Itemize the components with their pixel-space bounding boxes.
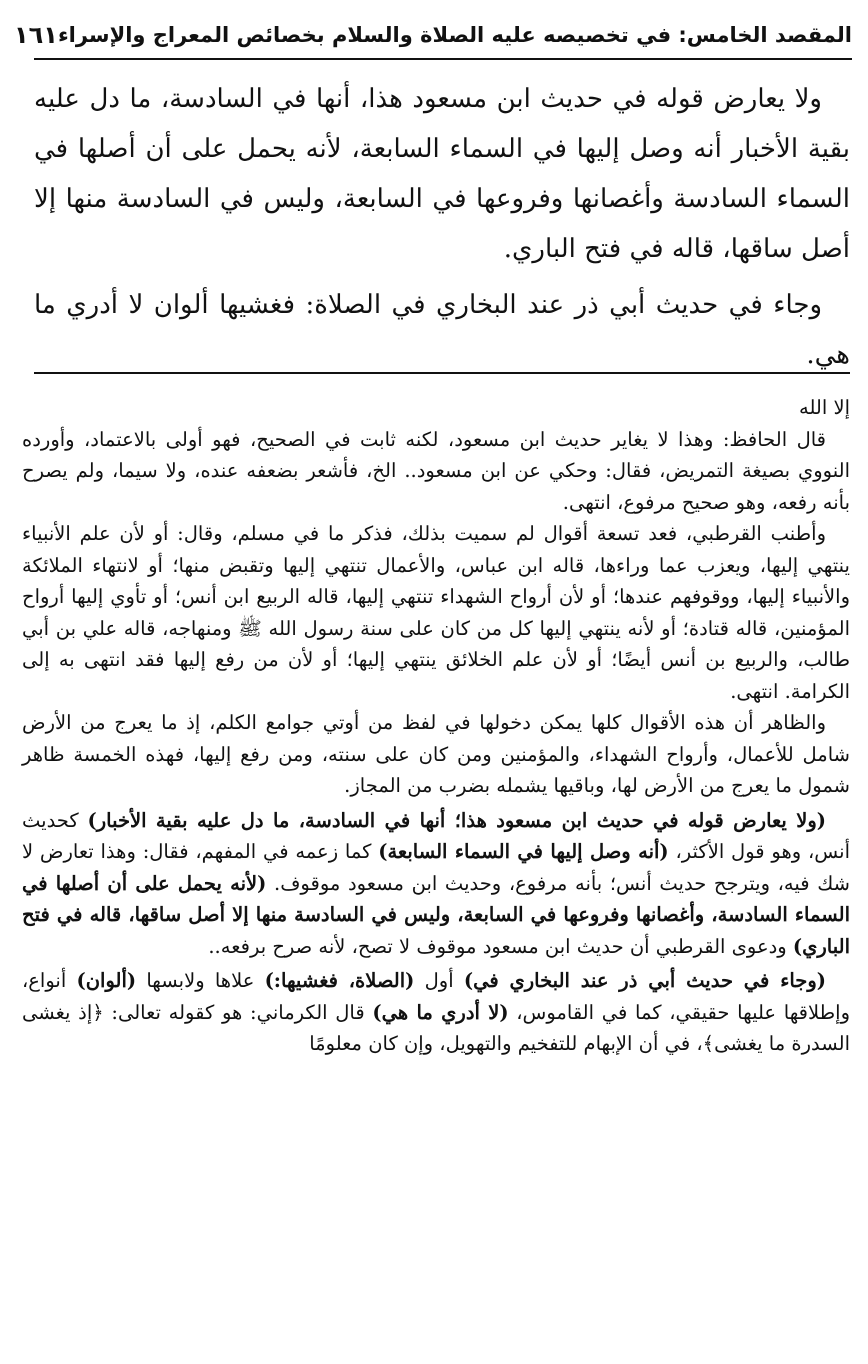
commentary-text: كحديث أنس، وهو قول الأكثر، xyxy=(22,808,851,863)
commentary-text: كما زعمه في المفهم، فقال: وهذا تعارض لا شك فيه، ويترجح حديث أنس؛ بأنه مرفوع، وحديث ابن مسعود موقوف. xyxy=(22,840,850,895)
main-paragraph-2: وجاء في حديث أبي ذر عند البخاري في الصلاة: فغشيها ألوان لا أدري ما هي. xyxy=(34,290,850,370)
commentary-paragraph-abu-dharr xyxy=(22,965,850,1060)
commentary-paragraph-muaarada xyxy=(22,805,850,963)
quoted-matn: (وجاء في حديث أبي ذر عند البخاري في) xyxy=(463,969,826,992)
commentary-text: قال الكرماني: هو كقوله تعالى: ﴿إذ يغشى السدرة ما يغشى﴾، في أن الإبهام للتفخيم والتهويل، وإن كان معلومًا xyxy=(22,1000,850,1055)
commentary-paragraph-hafiz: قال الحافظ: وهذا لا يغاير حديث ابن مسعود، لكنه ثابت في الصحيح، فهو أولى بالاعتماد، وأورده النووي بصيغة التمريض، فقال: وحكي عن ابن مسعود.. الخ، فأشعر بضعفه عنده، ولا سيما، ولم يصرح بأنه رفعه، وهو صحيح مرفوع، انتهى. xyxy=(22,427,850,514)
quoted-matn: (أنه وصل إليها في السماء السابعة) xyxy=(378,840,669,863)
quoted-matn: (لا أدري ما هي) xyxy=(372,1000,509,1024)
footnote-divider xyxy=(34,372,850,374)
main-text xyxy=(34,74,850,380)
running-header xyxy=(13,12,852,60)
header-title: المقصد الخامس: في تخصيصه عليه الصلاة والسلام بخصائص المعراج والإسراء xyxy=(57,23,852,47)
commentary xyxy=(22,392,850,1060)
commentary-text: علاها ولابسها xyxy=(136,969,265,992)
commentary-paragraph-zahir: والظاهر أن هذه الأقوال كلها يمكن دخولها في لفظ من أوتي جوامع الكلم، إذ ما يعرج من الأرض شامل للأعمال، وأرواح الشهداء، والمؤمنين ومن كان على سنته، ومن رفع إليها، فهذه الخمسة ظاهر شمول ما يعرج من الأرض لها، وباقيها يشمله بضرب من المجاز. xyxy=(22,711,850,797)
quoted-matn: (ولا يعارض قوله في حديث ابن مسعود هذا؛ أنها في السادسة، ما دل عليه بقية الأخبار) xyxy=(87,808,826,832)
main-paragraph-1: ولا يعارض قوله في حديث ابن مسعود هذا، أنها في السادسة، ما دل عليه بقية الأخبار أنه وصل إليها في السماء السابعة، لأنه يحمل على أن أصلها في السماء السادسة وأغصانها وفروعها في السابعة، وليس في السادسة منها إلا أصل ساقها، قاله في فتح الباري. xyxy=(34,84,850,264)
commentary-continuation: إلا الله xyxy=(798,396,850,419)
quoted-matn: (الصلاة، فغشيها:) xyxy=(264,969,415,992)
page-number: ١٦١ xyxy=(13,21,58,49)
commentary-paragraph-qurtubi: وأطنب القرطبي، فعد تسعة أقوال لم سميت بذلك، فذكر ما في مسلم، وقال: أو لأن علم الأنبياء ينتهي إليها، ويعزب عما وراءها، قاله ابن عباس، والأعمال تنتهي إليها وتقبض منها؛ أو لانتهاء الملائكة والأنبياء إليها، ووقوفهم عندها؛ أو لأن أرواح الشهداء تنتهي إليها، قاله الربيع ابن أنس؛ أو تأوي إليها أرواح المؤمنين، قاله قتادة؛ أو لأنه ينتهي إليها كل من كان على سنة رسول الله ﷺ ومنهاجه، قاله علي بن أبي طالب، والربيع بن أنس أيضًا؛ أو لأن علم الخلائق ينتهي إليها؛ أو لأن من رفع إليها فقد انتهى به إلى الكرامة. انتهى. xyxy=(22,522,850,703)
commentary-text: أول xyxy=(414,969,464,992)
quoted-matn: (لأنه يحمل على أن أصلها في السماء السادسة، وأغصانها وفروعها في السابعة، وليس في السادسة منها إلا أصل ساقها، قاله في فتح الباري) xyxy=(22,871,850,958)
quoted-matn: (ألوان) xyxy=(76,969,137,992)
commentary-text: أنواع، وإطلاقها عليها حقيقي، كما في القاموس، xyxy=(22,969,850,1024)
commentary-text: ودعوى القرطبي أن حديث ابن مسعود موقوف لا تصح، لأنه صرح برفعه.. xyxy=(208,934,793,958)
